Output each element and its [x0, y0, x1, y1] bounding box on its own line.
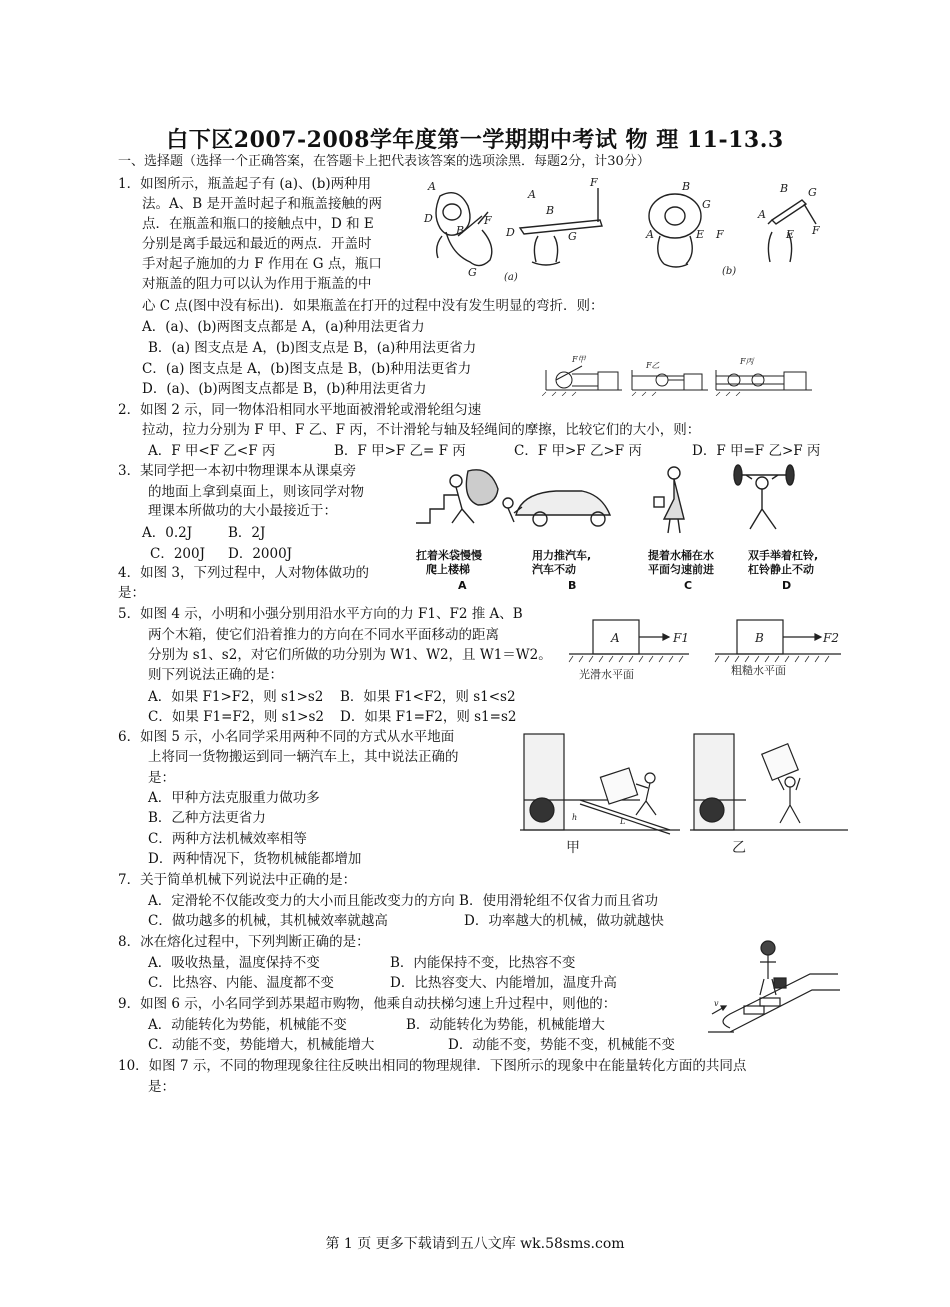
q8-line: 8．冰在熔化过程中，下列判断正确的是： [118, 934, 370, 950]
q8-option-c: C．比热容、内能、温度都不变 [148, 975, 334, 991]
q2-line: 拉动，拉力分别为 F 甲、F 乙、F 丙，不计滑轮与轴及轻绳间的摩擦，比较它们的大小，则： [142, 422, 701, 438]
q4-line: 是： [118, 585, 145, 601]
work-scenes-figure [412, 463, 832, 593]
q8-option-b: B．内能保持不变，比热容不变 [390, 955, 576, 971]
q5-line: 分别为 s1、s2，对它们所做的功分别为 W1、W2，且 W1＝W2。 [148, 647, 552, 663]
fig1-label: F [484, 214, 492, 227]
boxes-figure [565, 612, 845, 682]
q1-line: 法。A、B 是开盖时起子和瓶盖接触的两 [142, 196, 382, 212]
q5-option-d: D．如果 F1=F2，则 s1=s2 [340, 709, 517, 725]
fig3-caption: 爬上楼梯 [426, 563, 470, 576]
q9-option-b: B．动能转化为势能，机械能增大 [406, 1017, 605, 1033]
q10-line: 是： [148, 1079, 175, 1095]
fig4-force-1: F1 [673, 631, 689, 645]
q6-option-d: D．两种情况下，货物机械能都增加 [148, 851, 362, 867]
q1-line: 分别是离手最远和最近的两点．开盖时 [142, 236, 372, 252]
fig5-caption: 甲 [566, 840, 580, 856]
fig1-label: B [780, 182, 789, 195]
q3-option-b: B．2J [228, 525, 266, 541]
fig1-label: E [696, 228, 705, 241]
pulley-figure [542, 352, 817, 396]
q7-option-d: D．功率越大的机械，做功就越快 [464, 913, 664, 929]
page-footer: 第 1 页 更多下载请到五八文库 wk.58sms.com [325, 1236, 625, 1252]
q3-line: 的地面上拿到桌面上，则该同学对物 [148, 484, 364, 500]
fig1-label: B [546, 204, 555, 217]
fig1-label: G [468, 266, 477, 279]
fig5-label-l: L [620, 817, 626, 826]
fig1-label: A [428, 180, 436, 193]
q2-option-a: A．F 甲<F 乙<F 丙 [148, 443, 276, 459]
q2-line: 2．如图 2 示，同一物体沿相同水平地面被滑轮或滑轮组匀速 [118, 402, 482, 418]
q9-line: 9．如图 6 示，小名同学到苏果超市购物，他乘自动扶梯匀速上升过程中，则他的： [118, 996, 617, 1012]
fig3-caption: 提着水桶在水 [648, 549, 714, 562]
q7-line: 7．关于简单机械下列说法中正确的是： [118, 872, 357, 888]
fig1-label: A [528, 188, 536, 201]
q2-option-b: B．F 甲>F 乙= F 丙 [334, 443, 466, 459]
fig1-label: A [758, 208, 766, 221]
q9-option-c: C．动能不变，势能增大，机械能增大 [148, 1037, 375, 1053]
fig2-label: F甲 [572, 355, 586, 364]
q6-line: 上将同一货物搬运到同一辆汽车上，其中说法正确的 [148, 749, 459, 765]
fig2-label: F乙 [646, 361, 660, 370]
fig3-caption: 双手举着杠铃, [748, 549, 819, 562]
q1-line: 对瓶盖的阻力可以认为作用于瓶盖的中 [142, 276, 372, 292]
q6-line: 是： [148, 770, 175, 786]
fig4-box-b: B [755, 631, 764, 645]
q3-line: 3．某同学把一本初中物理课本从课桌旁 [118, 463, 357, 479]
q5-line: 两个木箱，使它们沿着推力的方向在不同水平面移动的距离 [148, 627, 499, 643]
section-heading: 一、选择题（选择一个正确答案，在答题卡上把代表该答案的选项涂黑．每题2分，计30分） [118, 154, 650, 169]
q2-option-c: C．F 甲>F 乙>F 丙 [514, 443, 642, 459]
fig3-caption: 杠铃静止不动 [748, 563, 814, 576]
q4-line: 4．如图 3，下列过程中，人对物体做功的 [118, 565, 369, 581]
q9-option-d: D．动能不变，势能不变，机械能不变 [448, 1037, 675, 1053]
fig1-label: B [682, 180, 691, 193]
fig5-caption: 乙 [732, 840, 746, 856]
fig3-caption: 汽车不动 [532, 563, 576, 576]
q5-option-c: C．如果 F1=F2，则 s1>s2 [148, 709, 324, 725]
fig6-label-v: v [714, 999, 719, 1008]
q1-line: 1．如图所示，瓶盖起子有 (a)、(b)两种用 [118, 176, 372, 192]
fig4-box-a: A [611, 631, 620, 645]
q6-line: 6．如图 5 示，小名同学采用两种不同的方式从水平地面 [118, 729, 455, 745]
q1-line: 点．在瓶盖和瓶口的接触点中，D 和 E [142, 216, 374, 232]
q3-option-c: C．200J [150, 546, 206, 562]
q6-option-b: B．乙种方法更省力 [148, 810, 266, 826]
fig3-letter: B [568, 579, 577, 592]
q1-option-c: C．(a) 图支点是 A，(b)图支点是 B，(b)种用法更省力 [142, 361, 472, 377]
q3-option-a: A．0.2J [142, 525, 193, 541]
fig4-caption: 光滑水平面 [579, 668, 634, 681]
fig1-label: A [646, 228, 654, 241]
fig2-label: F丙 [740, 357, 754, 366]
q10-line: 10．如图 7 示，不同的物理现象往往反映出相同的物理规律．下图所示的现象中在能量转化方面的共同点 [118, 1058, 747, 1074]
q5-line: 则下列说法正确的是： [148, 667, 283, 683]
fig3-caption: 扛着米袋慢慢 [416, 549, 482, 562]
bottle-opener-figure [420, 176, 840, 286]
q7-option-c: C．做功越多的机械，其机械效率就越高 [148, 913, 388, 929]
q3-option-d: D．2000J [228, 546, 293, 562]
fig1-label: F [812, 224, 820, 237]
fig1-label: G [702, 198, 711, 211]
fig1-label: G [568, 230, 577, 243]
q6-option-a: A．甲种方法克服重力做功多 [148, 790, 320, 806]
fig1-label: F [590, 176, 598, 189]
q2-option-d: D．F 甲=F 乙>F 丙 [692, 443, 821, 459]
fig1-label: F [716, 228, 724, 241]
fig4-caption: 粗糙水平面 [731, 664, 786, 677]
q1-option-d: D．(a)、(b)两图支点都是 B，(b)种用法更省力 [142, 381, 427, 397]
fig3-caption: 平面匀速前进 [648, 563, 714, 576]
q1-line: 手对起子施加的力 F 作用在 G 点，瓶口 [142, 256, 382, 272]
page-title: 白下区2007-2008学年度第一学期期中考试 物 理 11-13.3 [166, 127, 784, 153]
q7-option-ab: A．定滑轮不仅能改变力的大小而且能改变力的方向 B．使用滑轮组不仅省力而且省功 [148, 893, 658, 909]
fig4-force-2: F2 [823, 631, 839, 645]
fig1-label: G [808, 186, 817, 199]
q1-line: 心 C 点(图中没有标出)．如果瓶盖在打开的过程中没有发生明显的弯折．则： [142, 298, 604, 314]
q5-option-a: A．如果 F1>F2，则 s1>s2 [148, 689, 324, 705]
q1-option-b: B．(a) 图支点是 A，(b)图支点是 B，(a)种用法更省力 [148, 340, 477, 356]
escalator-figure [704, 936, 844, 1036]
fig3-letter: A [458, 579, 467, 592]
q9-option-a: A．动能转化为势能，机械能不变 [148, 1017, 347, 1033]
fig1-label: B [456, 224, 465, 237]
fig3-letter: C [684, 579, 693, 592]
fig3-caption: 用力推汽车, [532, 549, 592, 562]
q6-option-c: C．两种方法机械效率相等 [148, 831, 307, 847]
fig1-caption-b: (b) [722, 266, 737, 277]
fig3-letter: D [782, 579, 792, 592]
truck-loading-figure [520, 730, 850, 858]
fig5-label-h: h [572, 813, 578, 822]
fig1-label: D [424, 212, 433, 225]
q5-option-b: B．如果 F1<F2，则 s1<s2 [340, 689, 516, 705]
fig1-label: D [506, 226, 515, 239]
q5-line: 5．如图 4 示，小明和小强分别用沿水平方向的力 F1、F2 推 A、B [118, 606, 523, 622]
fig1-label: E [786, 228, 795, 241]
q3-line: 理课本所做功的大小最接近于： [148, 503, 337, 519]
q1-option-a: A．(a)、(b)两图支点都是 A，(a)种用法更省力 [142, 319, 425, 335]
q8-option-a: A．吸收热量，温度保持不变 [148, 955, 320, 971]
fig1-caption-a: (a) [504, 272, 518, 283]
q8-option-d: D．比热容变大、内能增加，温度升高 [390, 975, 617, 991]
